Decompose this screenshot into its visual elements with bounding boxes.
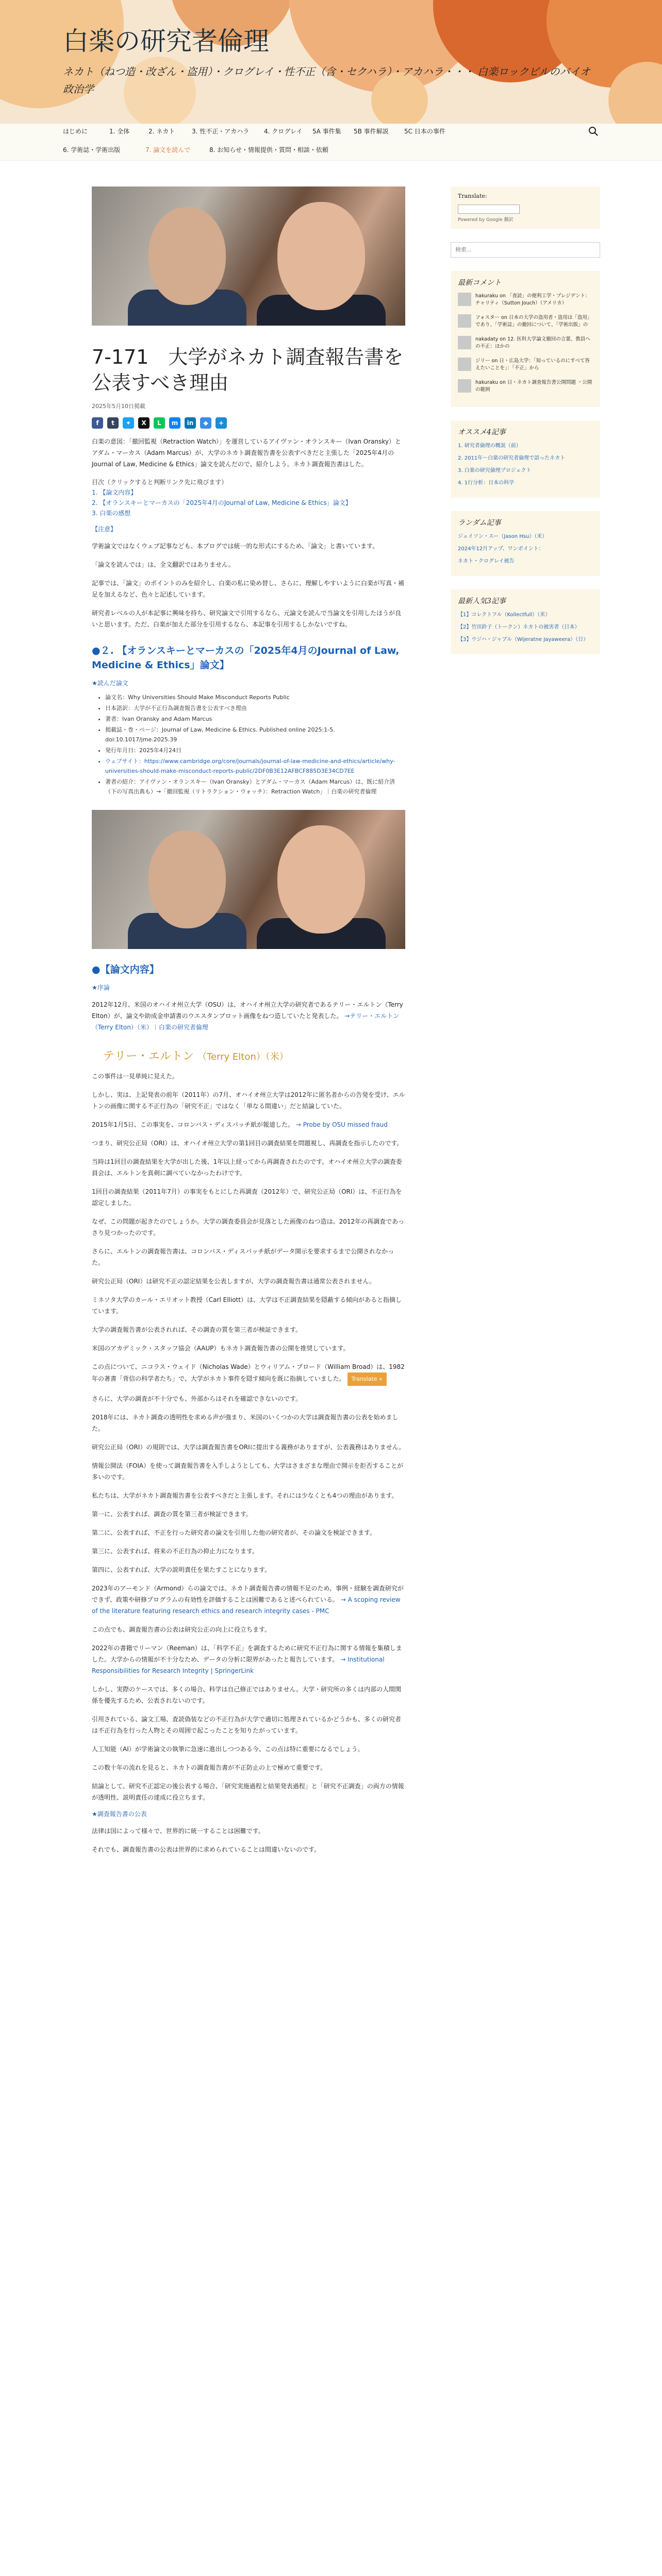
author-photo [92,810,405,949]
post-date: 2025年5月10日掲載 [92,403,145,410]
nav-item[interactable]: 1. 全体 [109,128,130,135]
inline-link[interactable]: → Probe by OSU missed fraud [295,1121,388,1128]
list-item[interactable]: 【1】コレクトフル（Kollectfull）（米） [458,612,551,618]
body-paragraph [92,999,405,1033]
body-text: 2012年12月、米国のオハイオ州立大学（OSU）は、オハイオ州立大学の研究者であるテリー・エルトン（Terry Elton）が、論文や助成金申請書のウエスタンブロット画像をねつ造していたと発表した。 [92,1001,403,1020]
body-paragraph: 人工知能（AI）が学術論文の執筆に急速に進出しつつある今、この点は特に重要になるでしょう。 [92,1745,364,1753]
body-paragraph: さらに、大学の調査が不十分でも、外部からはそれを確認できないのです。 [92,1395,302,1402]
nav-item[interactable]: 5A 事件集 [312,128,341,135]
recent-posts-widget [451,589,600,654]
share-buttons [92,417,405,429]
section-heading: ●２. 【オランスキーとマーカスの「2025年4月のJournal of Law, Medicine & Ethics」論文】 [92,645,400,671]
body-paragraph: 研究公正局（ORI）の規則では、大学は調査報告書をORIに提出する義務がありますが、公表義務はありません。 [92,1444,405,1451]
comment-item [458,336,593,350]
comment-text[interactable]: hakuraku on 「査読」の便利工学・プレジデント：チャリティ（Sutton Jouch）（アメリカ） [475,293,590,306]
widget-title: 最新人気3記事 [458,597,506,605]
body-paragraph: 引用されている、論文工場、査読偽装などの不正行為が大学で適切に処理されているかどうかも、多くの研究者は不正行為を行った人物とその周囲で起こったことを知りたがっています。 [92,1716,402,1734]
list-item[interactable]: 2. 2011年〜白楽の研究者倫理で語ったネカト [458,455,566,461]
list-item[interactable]: 3. 白楽の研究倫理プロジェクト [458,468,532,473]
toc-title: 目次（クリックすると判断リンク先に飛びます） [92,479,228,486]
list-item: • 日本語訳：大学が不正行為調査報告書を公表すべき理由 [105,703,405,713]
random-list [458,533,593,566]
translate-button[interactable]: Translate » [347,1372,387,1386]
avatar [458,314,471,328]
body-paragraph: 当時は1回目の調査結果を大学が出した後、1年以上経ってから再調査されたのです。オハイオ州立大学の調査委員会は、エルトンを真剣に調べていなかったわけです。 [92,1158,402,1177]
person-heading [92,1047,405,1063]
avatar [458,293,471,306]
site-header [0,0,662,124]
toc-item[interactable]: 2. 【オランスキーとマーカスの「2025年4月のJournal of Law, Medicine & Ethics」論文】 [92,499,352,506]
popular-list [458,442,593,487]
body-paragraph: しかし、実は、上記発表の前年（2011年）の7月、オハイオ州立大学は2012年に匿名者からの告発を受け、エルトンの画像に関する不正行為の「研究不正」ではなく「単なる間違い」だと結論していた。 [92,1091,405,1110]
body-paragraph: しかし、実際のケースでは、多くの場合、科学は自己修正ではありません。大学・研究所の多くは内部の人間関係を優先するため、公表されないのです。 [92,1686,402,1704]
body-paragraph: 2018年には、ネカト調査の透明性を求める声が強まり、米国のいくつかの大学は調査報告書の公表を始めました。 [92,1414,399,1432]
comment-text[interactable]: ジリー on 日・広島大学：「知っているのにすべて答えたいことを」：「不正」から [475,358,590,371]
photo-figure [277,202,365,310]
recent-comments-widget [451,271,600,407]
list-item[interactable]: ジェイソン・スー（Jason Hsu）（米） [458,534,548,539]
facebook-icon[interactable]: f [92,417,103,429]
list-item[interactable]: 【3】ウジハ・ジャブル（Wijeratne Jayaweera）（日） [458,637,589,642]
note-paragraph: 記事では、「論文」のポイントのみを紹介し、白楽の私に染め替し、さらに、理解しやすいように白楽が写真・補足を加えるなど、色々と記述しています。 [92,580,405,598]
photo-figure [277,825,365,934]
twitter-icon[interactable]: ✦ [123,417,134,429]
comment-item [458,314,593,329]
paper-info-list [92,692,405,796]
nav-item[interactable]: 8. お知らせ・情報提供・質問・相談・依頼 [209,146,328,154]
search-widget [451,242,600,258]
nav-item[interactable]: 6. 学術誌・学術出版 [63,146,121,154]
nav-item[interactable]: はじめに [63,128,88,135]
nav-item[interactable]: 3. 性不正・アカハラ [192,128,250,135]
list-item[interactable]: 4. 1行分析：日本の科学 [458,480,515,486]
body-paragraph: 第二に、公表すれば、不正を行った研究者の論文を引用した他の研究者が、その論文を検証できます。 [92,1529,376,1536]
list-item[interactable]: 2024年12月アップ、ワンポイント： [458,546,544,552]
body-paragraph: 1回目の調査結果（2011年7月）の事実をもとにした再調査（2012年）で、研究公正局（ORI）は、不正行為を認定しました。 [92,1188,402,1207]
comment-item [458,379,593,394]
main-navigation [0,124,662,161]
linkedin-icon[interactable]: in [185,417,196,429]
language-select[interactable] [458,205,520,214]
body-paragraph: この点でも、調査報告書の公表は研究公正の向上に役立ちます。 [92,1626,271,1633]
nav-item-current[interactable]: 7. 論文を読んで [145,146,191,154]
random-posts-widget [451,511,600,576]
share-icon[interactable]: + [216,417,227,429]
list-item: • 著者：Ivan Oransky and Adam Marcus [105,714,405,724]
messenger-icon[interactable]: m [169,417,180,429]
comment-text[interactable]: hakuraku on 日・ネカト調査報告書公開問題 ・公開の範囲 [475,380,592,393]
nav-item[interactable]: 5B 事件解説 [354,128,389,135]
inline-link[interactable]: → A scoping review of the literature featuring research ethics and research integrity cases - PMC [92,1596,401,1615]
list-item: • 発行年月日：2025年4月24日 [105,745,405,755]
search-icon[interactable] [588,126,599,137]
site-description: ネカト（ねつ造・改ざん・盗用）・クログレイ・性不正（含・セクハラ）・アカハラ・・・ 白楽ロックビルのバイオ政治学 [63,65,590,95]
translate-widget [451,187,600,229]
avatar [458,358,471,371]
x-icon[interactable]: X [138,417,150,429]
body-paragraph: 第三に、公表すれば、将来の不正行為の抑止力になります。 [92,1548,259,1555]
body-paragraph: 結論として、研究不正認定の後公表する場合、「研究実施過程と結果発表過程」と「研究不正調査」の両方の情報が透明性、説明責任の達成に役立ちます。 [92,1783,404,1801]
recent-posts-list [458,611,593,644]
photo-figure [148,831,226,928]
comment-text[interactable]: nakadaty on 12. 医科大学論文撤回の言葉、教員への不正：ほかの [475,336,590,349]
widget-title: 最新コメント [458,279,501,287]
body-paragraph: さらに、エルトンの調査報告書は、コロンバス・ディスパッチ紙がデータ開示を要求するまで公開されなかった。 [92,1248,394,1266]
avatar [458,379,471,393]
widget-title: Translate: [458,193,487,199]
table-of-contents [92,477,405,518]
body-paragraph: この数十年の流れを見ると、ネカトの調査報告書が不正防止の上で極めて重要です。 [92,1764,327,1771]
body-paragraph: 第一に、公表すれば、調査の質を第三者が検証できます。 [92,1511,253,1518]
line-icon[interactable]: L [154,417,165,429]
section-tag: ★調査報告書の公表 [92,1810,147,1818]
body-paragraph: 法律は国によって様々で、世界的に統一することは困難です。 [92,1827,264,1835]
list-item: • 著者の紹介：アイヴァン・オランスキー（Ivan Oransky）とアダム・マーカス（Adam Marcus）は、既に紹介済（下の写真出典も）→「撤回監視（リトラクション・ウォッチ）：Retraction Watch」｜白楽の研究者倫理 [105,777,405,796]
body-paragraph: ミネソタ大学のカール・エリオット教授（Carl Elliott）は、大学は不正調査結果を隠蔽する傾向があると指摘しています。 [92,1296,402,1315]
list-item[interactable]: ネカト・クログレイ被告 [458,558,515,564]
body-paragraph: なぜ、この問題が起きたのでしょうか。大学の調査委員会が見落とした画像のねつ造は、2012年の再調査であっさり見つかったのです。 [92,1218,405,1236]
comment-item [458,358,593,372]
photo-figure [148,207,226,305]
section-heading: ●【論文内容】 [92,964,159,975]
list-item[interactable]: 1. 研究者倫理の概説（前） [458,443,521,449]
popular-widget [451,420,600,498]
sidebar [451,187,600,668]
note-paragraph: 「論文を読んでは」は、全文翻訳ではありません。 [92,561,235,568]
avatar [458,336,471,349]
nav-item[interactable]: 5C 日本の事件 [404,128,445,135]
comment-item [458,293,593,307]
list-item: • 掲載誌・巻・ページ：Journal of Law, Medicine & Ethics. Published online 2025:1-5. doi:10.1017/jme.2025.39 [105,725,405,744]
search-input[interactable] [451,242,600,258]
nav-item[interactable]: 4. クログレイ [264,128,303,135]
toc-item[interactable]: 3. 白楽の感想 [92,510,131,517]
body-text: 2023年のアーモンド（Armond）らの論文では、ネカト調査報告書の情報不足のため、事例・経験を調査研究ができず、政策や研修プログラムの有効性を評価することは困難であると述べられている。 [92,1585,404,1603]
body-text: 2022年の書籍でリーマン（Reeman）は、「科学不正」を調査するために研究不正行為に関する情報を集積しました。大学からの情報が不十分なため、データの分析に限界があったと報告しています。 [92,1645,402,1663]
body-paragraph: それでも、調査報告書の公表は世界的に求められていることは間違いないのです。 [92,1846,321,1853]
body-paragraph: 第四に、公表すれば、大学の説明責任を果たすことになります。 [92,1566,271,1573]
body-paragraph [92,1361,405,1386]
main-content [92,187,405,1855]
inline-link[interactable]: →テリー・エルトン（Terry Elton）（米）｜白楽の研究者倫理 [92,1012,400,1031]
body-text: この点について、ニコラス・ウェイド（Nicholas Wade）とウィリアム・ブロード（William Broad）は、1982年の著書「背信の科学者たち」で、大学がネカト事件を隠す傾向を既に指摘していました。 [92,1363,405,1382]
site-title[interactable]: 白楽の研究者倫理 [63,26,269,56]
body-paragraph: この事件は一見単純に見えた。 [92,1073,179,1080]
section-tag: ★読んだ論文 [92,680,128,687]
note-paragraph: 学術論文ではなくウェブ記事なども、本ブログでは統一的な形式にするため、「論文」と書いています。 [92,543,379,550]
body-paragraph: 情報公開法（FOIA）を使って調査報告書を入手しようとしても、大学はさまざまな理由で開示を拒否することが多いのです。 [92,1462,404,1481]
person-name: テリー・エルトン [103,1050,194,1063]
post-title: 7-171 大学がネカト調査報告書を公表すべき理由 [92,346,404,394]
body-paragraph: 研究公正局（ORI）は研究不正の認定結果を公表しますが、大学の調査報告書は通常公表されません。 [92,1278,376,1285]
featured-photo [92,187,405,326]
body-paragraph: 米国のアカデミック・スタッフ協会（AAUP）もネカト調査報告書の公開を推奨しています。 [92,1345,350,1352]
section-tag: ★序論 [92,984,110,991]
intro-paragraph: 白楽の意図：「撤回監視（Retraction Watch）」を運営しているアイヴァン・オランスキー（Ivan Oransky）とアダム・マーカス（Adam Marcus）が、大学のネカト調査報告書を公表すべきだと主張した「2025年4月のJournal of Law, Medicine & Ethics」論文を読んだので、紹介しよう。ネカト調査報告書はした。 [92,438,402,468]
list-item-link[interactable]: • ウェブサイト：https://www.cambridge.org/core/journals/journal-of-law-medicine-and-ethics/article/why-universities-should-make-misconduct-reports-public/2DF0B3E12AFBCF885D3E34CD7EE [105,756,405,776]
body-paragraph: 大学の調査報告書が公表されれば、その調査の質を第三者が検証できます。 [92,1326,302,1333]
note-paragraph: 研究者レベルの人が本記事に興味を持ち、研究論文で引用するなら、元論文を読んで当論文を引用したほうが良いと思います。ただ、白楽が加えた部分を引用するなら、本記事を引用するしかないですね。 [92,609,402,628]
tumblr-icon[interactable]: t [107,417,119,429]
widget-title: オススメ4記事 [458,428,506,436]
list-item[interactable]: 【2】竹田鈴子（トークン）ネカトの被害者（日本） [458,624,580,630]
nav-item[interactable]: 2. ネカト [148,128,175,135]
copy-icon[interactable]: ◆ [200,417,211,429]
body-paragraph: つまり、研究公正局（ORI）は、オハイオ州立大学の第1回目の調査結果を問題視し、再調査を指示したのです。 [92,1140,403,1147]
body-paragraph [92,1119,405,1130]
body-paragraph: 私たちは、大学がネカト調査報告書を公表すべきだと主張します。それには少なくとも4つの理由があります。 [92,1492,398,1499]
person-name-en: （Terry Elton）（米） [197,1052,289,1062]
powered-by: Powered by Google 翻訳 [458,217,514,223]
note-label: 【注意】 [92,526,117,533]
inline-link[interactable]: → Institutional Responsibilities for Research Integrity | SpringerLink [92,1656,385,1674]
body-paragraph [92,1642,405,1676]
widget-title: ランダム記事 [458,519,501,527]
comment-text[interactable]: フォスター on 日本の大学の盗用者・盗用は「盗用」であり、「学術誌」の撤回について、「学術出版」の [475,315,592,328]
toc-item[interactable]: 1. 【論文内容】 [92,489,137,496]
list-item: • 論文名：Why Universities Should Make Misconduct Reports Public [105,692,405,702]
body-text: 2015年1月5日、この事実を、コロンバス・ディスパッチ紙が報道した。 [92,1121,294,1128]
body-paragraph [92,1583,405,1617]
